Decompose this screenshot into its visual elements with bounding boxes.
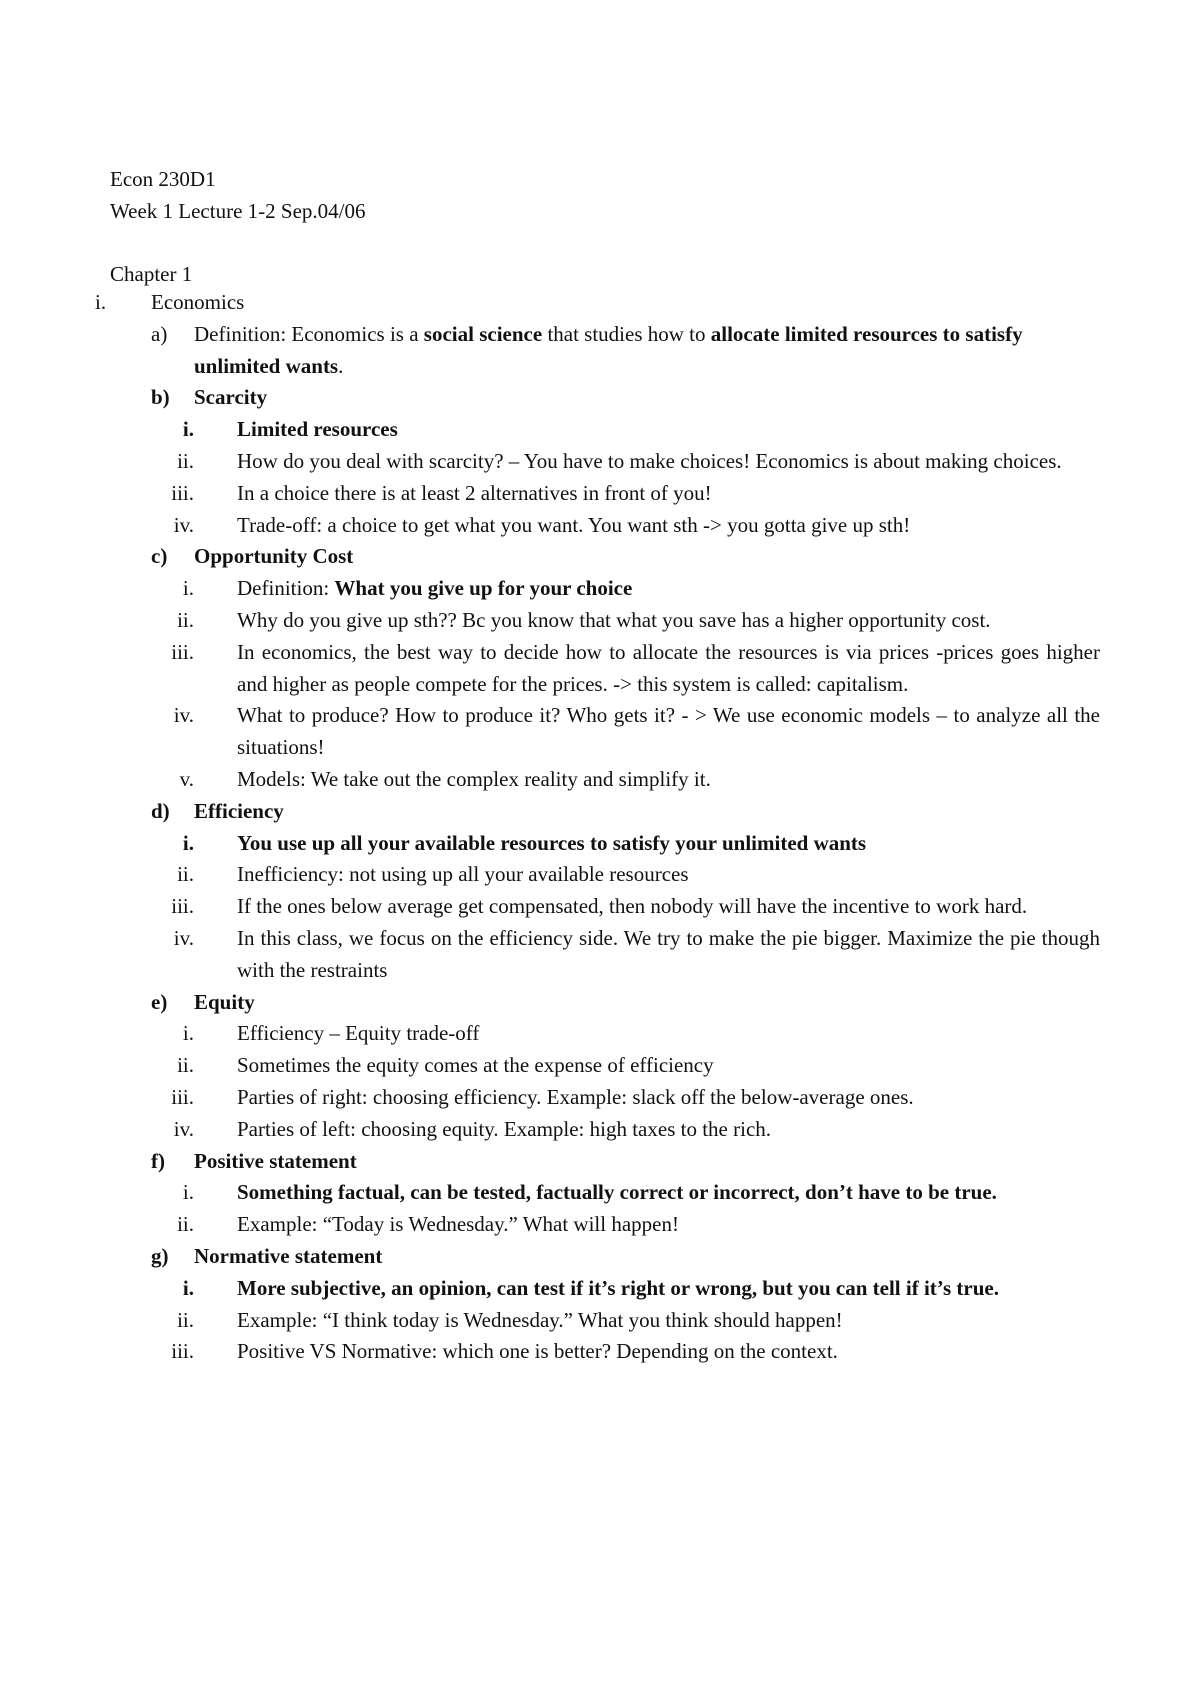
item-text <box>194 1241 1100 1273</box>
list-marker: ii. <box>177 1212 194 1237</box>
item-text <box>237 828 1100 860</box>
bold-text: Positive statement <box>194 1148 357 1173</box>
outline-item <box>0 764 1200 796</box>
item-text <box>237 1114 1100 1146</box>
text: Definition: Economics is a <box>194 321 424 346</box>
list-marker: ii. <box>177 1307 194 1332</box>
list-marker: iv. <box>173 925 194 950</box>
outline-item <box>0 796 1200 828</box>
outline-item <box>0 382 1200 414</box>
list-marker: iii. <box>171 1084 194 1109</box>
item-text <box>237 478 1100 510</box>
list-marker: i. <box>182 1180 194 1205</box>
list-marker: ii. <box>177 448 194 473</box>
text: Example: “Today is Wednesday.” What will happen! <box>237 1212 679 1237</box>
list-marker: v. <box>179 766 194 791</box>
item-text <box>237 510 1100 542</box>
outline-item <box>0 1082 1200 1114</box>
bold-text: Opportunity Cost <box>194 544 354 569</box>
outline-item <box>0 1050 1200 1082</box>
outline-item <box>0 414 1200 446</box>
list-marker: ii. <box>177 1053 194 1078</box>
item-text <box>237 859 1100 891</box>
text: Trade-off: a choice to get what you want. You want sth -> you gotta give up sth! <box>237 512 911 537</box>
bold-text: You use up all your available resources to satisfy your unlimited wants <box>237 830 867 855</box>
list-marker: f) <box>151 1148 165 1173</box>
text: Parties of right: choosing efficiency. Example: slack off the below-average ones. <box>237 1084 914 1109</box>
text: Parties of left: choosing equity. Example: high taxes to the rich. <box>237 1116 772 1141</box>
text: Efficiency – Equity trade-off <box>237 1021 480 1046</box>
bold-text: allocate limited resources to satisfy unlimited wants <box>194 321 1023 378</box>
outline-item <box>0 573 1200 605</box>
list-marker: a) <box>151 321 168 346</box>
item-text <box>237 1209 1100 1241</box>
item-text <box>237 637 1100 701</box>
bold-text: social science <box>423 321 543 346</box>
text: How do you deal with scarcity? – You have to make choices! Economics is about making choices. <box>237 448 1062 473</box>
list-marker: i. <box>182 576 194 601</box>
text: In this class, we focus on the efficiency side. We try to make the pie bigger. Maximize the pie though with the restraints <box>237 925 1100 982</box>
text: Example: “I think today is Wednesday.” What you think should happen! <box>237 1307 843 1332</box>
text: Sometimes the equity comes at the expense of efficiency <box>237 1053 714 1078</box>
item-text <box>194 796 1100 828</box>
list-marker: c) <box>151 544 168 569</box>
item-text <box>237 414 1100 446</box>
list-marker: i. <box>182 1021 194 1046</box>
item-text <box>237 764 1100 796</box>
outline-item <box>0 1209 1200 1241</box>
bold-text: What you give up for your choice <box>334 576 633 601</box>
text: Inefficiency: not using up all your available resources <box>237 862 689 887</box>
text: Definition: <box>237 576 335 601</box>
text: In economics, the best way to decide how to allocate the resources is via prices -prices goes higher and higher as people compete for the prices. -> this system is called: capitalism. <box>237 639 1100 696</box>
lecture-title: Week 1 Lecture 1-2 Sep.04/06 <box>110 199 366 223</box>
bold-text: Equity <box>194 989 255 1014</box>
outline-item <box>0 987 1200 1019</box>
item-text <box>194 987 1100 1019</box>
item-text <box>237 1336 1100 1368</box>
outline-list <box>0 287 1200 1368</box>
outline-item <box>0 1305 1200 1337</box>
item-text <box>194 541 1100 573</box>
text: Positive VS Normative: which one is better? Depending on the context. <box>237 1339 838 1364</box>
list-marker: iv. <box>173 1116 194 1141</box>
item-text <box>237 1050 1100 1082</box>
item-text <box>237 1082 1100 1114</box>
list-marker: e) <box>151 989 168 1014</box>
outline-item <box>0 923 1200 987</box>
outline-item <box>0 319 1200 383</box>
outline-item <box>0 287 1200 319</box>
outline-item <box>0 478 1200 510</box>
item-text <box>237 700 1100 764</box>
outline-item <box>0 1114 1200 1146</box>
item-text <box>237 446 1100 478</box>
list-marker: i. <box>95 290 107 314</box>
list-marker: d) <box>151 798 170 823</box>
item-text <box>237 573 1100 605</box>
outline-item <box>0 891 1200 923</box>
item-text <box>237 1018 1100 1050</box>
bold-text: Normative statement <box>194 1243 383 1268</box>
item-text <box>194 1146 1100 1178</box>
item-text <box>194 382 1100 414</box>
text: In a choice there is at least 2 alternatives in front of you! <box>237 480 712 505</box>
outline-item <box>0 446 1200 478</box>
outline-item <box>0 541 1200 573</box>
list-marker: iii. <box>171 639 194 664</box>
outline-item <box>0 859 1200 891</box>
bold-text: More subjective, an opinion, can test if it’s right or wrong, but you can tell if it’s true. <box>237 1275 999 1300</box>
chapter-heading: Chapter 1 <box>110 262 193 286</box>
list-marker: ii. <box>177 607 194 632</box>
list-marker: iii. <box>171 480 194 505</box>
item-text <box>194 319 1100 383</box>
bold-text: Scarcity <box>194 385 268 410</box>
item-text <box>237 923 1100 987</box>
outline-item <box>0 1241 1200 1273</box>
outline-item <box>0 1146 1200 1178</box>
list-marker: b) <box>151 385 170 410</box>
item-text <box>237 1177 1100 1209</box>
text: If the ones below average get compensated, then nobody will have the incentive to work hard. <box>237 894 1028 919</box>
list-marker: iv. <box>173 703 194 728</box>
list-marker: iii. <box>171 1339 194 1364</box>
bold-text: Limited resources <box>237 417 398 442</box>
list-marker: i. <box>182 417 194 442</box>
list-marker: i. <box>182 830 194 855</box>
text: Economics <box>151 290 245 314</box>
list-marker: ii. <box>177 862 194 887</box>
outline-item <box>0 828 1200 860</box>
list-marker: iii. <box>171 894 194 919</box>
list-marker: iv. <box>173 512 194 537</box>
bold-text: Something factual, can be tested, factually correct or incorrect, don’t have to be true. <box>237 1180 997 1205</box>
item-text <box>237 605 1100 637</box>
item-text <box>237 891 1100 923</box>
list-marker: i. <box>182 1275 194 1300</box>
outline-item <box>0 1336 1200 1368</box>
list-marker: g) <box>151 1243 169 1268</box>
outline-item <box>0 605 1200 637</box>
text: Why do you give up sth?? Bc you know that what you save has a higher opportunity cost. <box>237 607 991 632</box>
outline-item <box>0 1177 1200 1209</box>
text: What to produce? How to produce it? Who gets it? - > We use economic models – to analyze all the situations! <box>237 703 1100 760</box>
outline-item <box>0 1018 1200 1050</box>
outline-item <box>0 510 1200 542</box>
text: that studies how to <box>542 321 711 346</box>
outline-item <box>0 1273 1200 1305</box>
text: Models: We take out the complex reality and simplify it. <box>237 766 711 791</box>
item-text <box>237 1305 1100 1337</box>
text: . <box>338 353 344 378</box>
outline-item <box>0 637 1200 701</box>
item-text <box>237 1273 1100 1305</box>
item-text <box>151 287 1200 319</box>
course-title: Econ 230D1 <box>110 167 216 191</box>
outline-item <box>0 700 1200 764</box>
bold-text: Efficiency <box>194 798 284 823</box>
